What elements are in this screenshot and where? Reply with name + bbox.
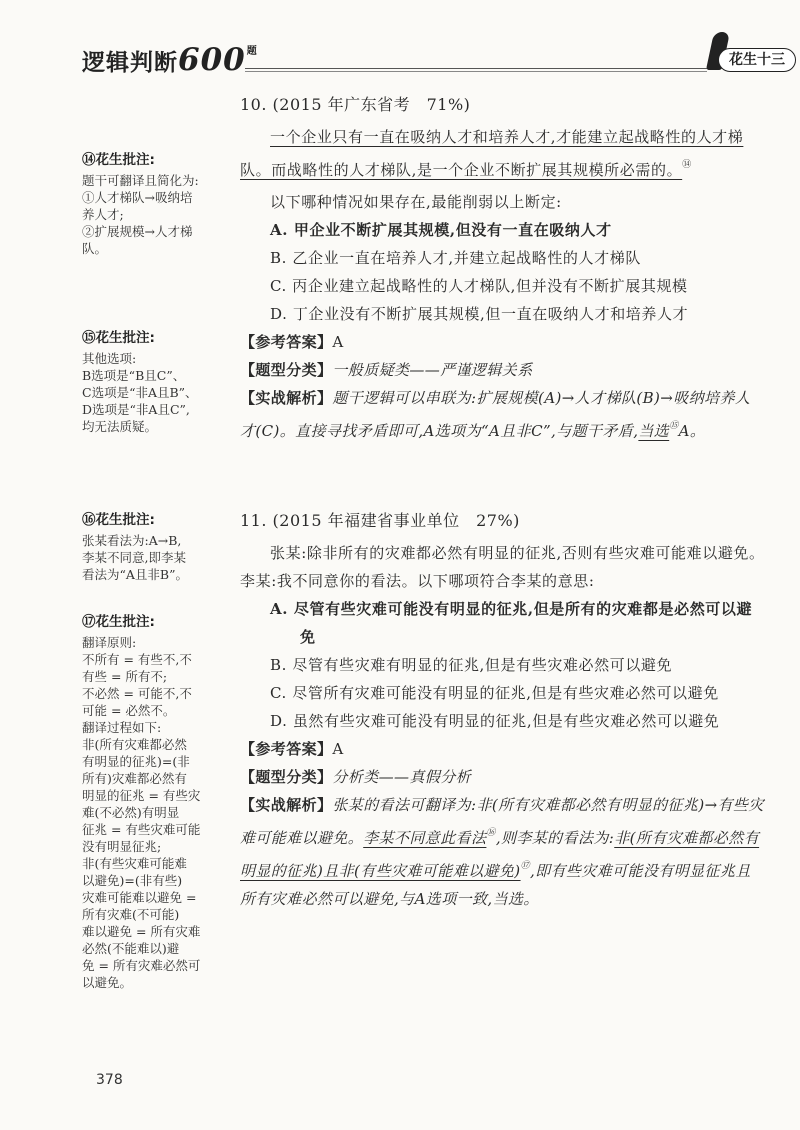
option-c: C. 丙企业建立起战略性的人才梯队,但并没有不断扩展其规模 — [270, 277, 688, 295]
page-header — [70, 38, 785, 78]
analysis: 【实战解析】题干逻辑可以串联为:扩展规模(A)→人才梯队(B)→吸纳培养人才(C)。直接寻找矛盾即可,A选项为“A且非C”,与题干矛盾,当选⑮A。 — [240, 389, 751, 440]
note-14: ⑭花生批注: 题干可翻译且简化为: ①人才梯队→吸纳培 养人才; ②扩展规模→人才梯 队。 — [82, 152, 199, 256]
page-number: 378 — [96, 1072, 123, 1088]
question-stem: 张某:除非所有的灾难都必然有明显的征兆,否则有些灾难可能难以避免。李某:我不同意你的看法。以下哪项符合李某的意思: — [240, 544, 765, 590]
footnote-mark: ⑭ — [682, 160, 692, 170]
answer-line: 【参考答案】A — [240, 740, 344, 758]
question-prompt: 以下哪种情况如果存在,最能削弱以上断定: — [270, 193, 562, 211]
book-title: 逻辑判断$600^题$ — [82, 42, 258, 78]
question-title: 11. (2015 年福建省事业单位 27%) — [240, 511, 520, 530]
option-d: D. 丁企业没有不断扩展其规模,但一直在吸纳人才和培养人才 — [270, 305, 689, 323]
question-10 — [240, 92, 765, 445]
option-b: B. 尽管有些灾难有明显的征兆,但是有些灾难必然可以避免 — [270, 656, 673, 674]
question-stem: 一个企业只有一直在吸纳人才和培养人才,才能建立起战略性的人才梯队。而战略性的人才梯队,是一个企业不断扩展其规模所必需的。⑭ — [240, 128, 744, 179]
option-a: A. 尽管有些灾难可能没有明显的征兆,但是所有的灾难都是必然可以避免 — [270, 600, 753, 646]
option-c: C. 尽管所有灾难可能没有明显的征兆,但是有些灾难必然可以避免 — [270, 684, 719, 702]
header-rule — [245, 68, 707, 69]
analysis: 【实战解析】张某的看法可翻译为:非(所有灾难都必然有明显的征兆)→有些灾难可能难以避免。李某不同意此看法⑯,则李某的看法为:非(所有灾难都必然有明显的征兆)且非(有些灾难可能难以避免)⑰,即有些灾难可能没有明显征兆且所有灾难必然可以避免,与A选项一致,当选。 — [240, 796, 764, 908]
brand-name: 花生十三 — [718, 48, 796, 72]
option-a: A. 甲企业不断扩展其规模,但没有一直在吸纳人才 — [270, 221, 612, 239]
note-17: ⑰花生批注: 翻译原则: 不所有 = 有些不,不 有些 = 所有不; 不必然 = 可能不,不 可能 = 必然不。 翻译过程如下: 非(所有灾难都必然 有明显的征兆)=(非 所有)灾难都必然有 明显的征兆 = 有些灾 难(不必然)有明显 征兆 = 有些灾难可能 没有明显征兆; 非(有些灾难可能难 以避免)=(非有些) 灾难可能难以避免 = 所有灾难(不可能) 难以避免 = 所有灾难 必然(不能难以)避 免 = 所有灾难必然可 以避免。 — [82, 614, 201, 990]
question-title: 10. (2015 年广东省考 71%) — [240, 95, 471, 114]
question-11 — [240, 508, 765, 913]
type-line: 【题型分类】一般质疑类——严谨逻辑关系 — [240, 361, 533, 379]
type-line: 【题型分类】分析类——真假分析 — [240, 768, 472, 786]
answer-line: 【参考答案】A — [240, 333, 344, 351]
note-16: ⑯花生批注: 张某看法为:A→B, 李某不同意,即李某 看法为“A且非B”。 — [82, 512, 188, 582]
note-15: ⑮花生批注: 其他选项: B选项是“B且C”、 C选项是“非A且B”、 D选项是“非A且C”, 均无法质疑。 — [82, 330, 198, 434]
header-rule-secondary — [245, 71, 707, 72]
option-d: D. 虽然有些灾难可能没有明显的征兆,但是有些灾难必然可以避免 — [270, 712, 720, 730]
option-b: B. 乙企业一直在培养人才,并建立起战略性的人才梯队 — [270, 249, 641, 267]
